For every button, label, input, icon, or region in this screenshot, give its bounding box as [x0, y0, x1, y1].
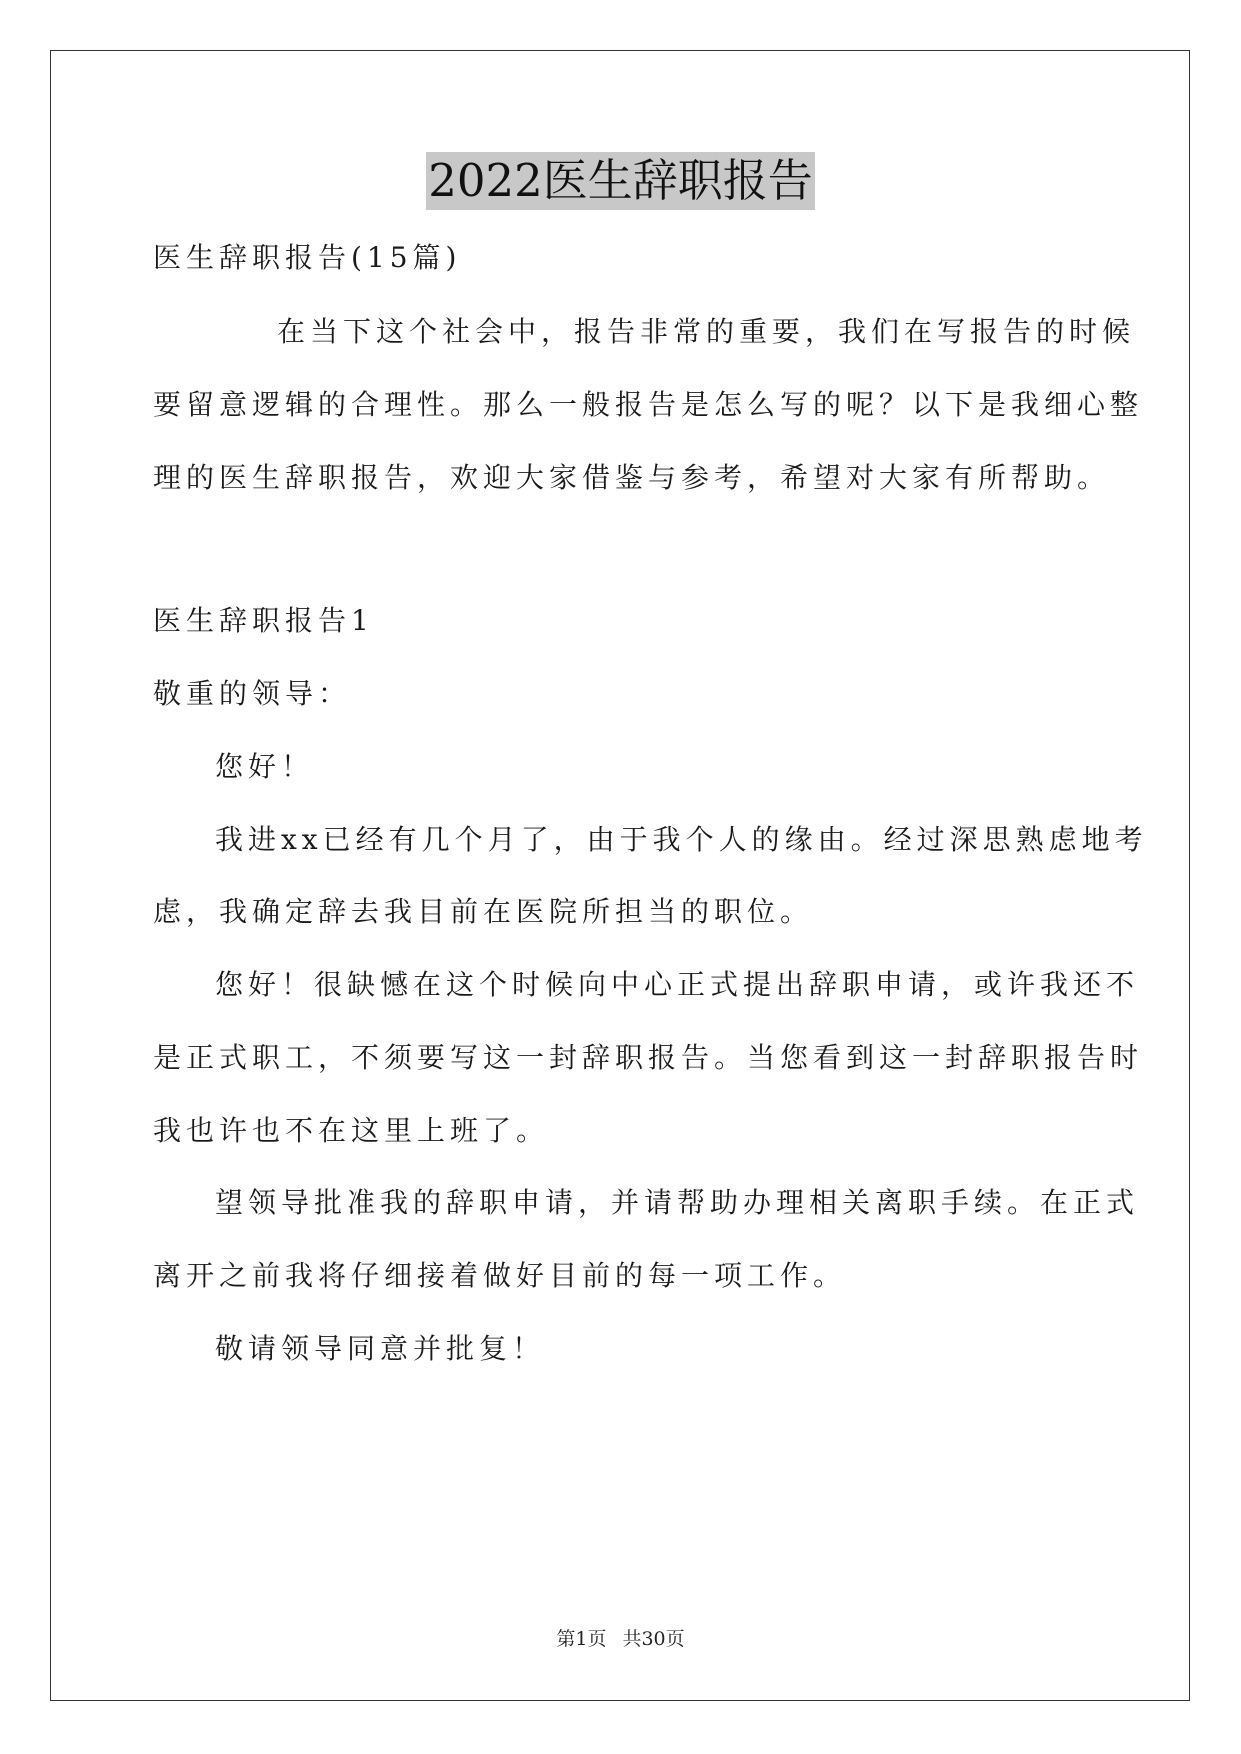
greeting: 您好！	[215, 750, 315, 783]
paragraph-line: 在当下这个社会中，报告非常的重要，我们在写报告的时候	[277, 315, 1136, 348]
paragraph-line: 理的医生辞职报告，欢迎大家借鉴与参考，希望对大家有所帮助。	[153, 461, 1111, 494]
paragraph-line: 离开之前我将仔细接着做好目前的每一项工作。	[153, 1259, 847, 1292]
section-heading: 医生辞职报告1	[153, 604, 374, 637]
closing-line: 敬请领导同意并批复！	[215, 1332, 546, 1365]
page-footer	[0, 1624, 1241, 1651]
paragraph-line: 您好！很缺憾在这个时候向中心正式提出辞职申请，或许我还不	[215, 968, 1140, 1001]
paragraph-line: 虑，我确定辞去我目前在医院所担当的职位。	[153, 895, 814, 928]
paragraph-line: 要留意逻辑的合理性。那么一般报告是怎么写的呢？以下是我细心整	[153, 388, 1144, 421]
paragraph-line: 望领导批准我的辞职申请，并请帮助办理相关离职手续。在正式	[215, 1186, 1140, 1219]
page-border	[50, 50, 1190, 1701]
paragraph-line: 我进xx已经有几个月了，由于我个人的缘由。经过深思熟虑地考	[215, 823, 1148, 856]
page-total: 共30页	[622, 1628, 685, 1650]
paragraph-line: 是正式职工，不须要写这一封辞职报告。当您看到这一封辞职报告时	[153, 1041, 1144, 1074]
subtitle: 医生辞职报告(15篇)	[153, 241, 462, 274]
paragraph-line: 我也许也不在这里上班了。	[153, 1114, 550, 1147]
salutation: 敬重的领导：	[153, 677, 352, 710]
page-number: 第1页	[556, 1628, 607, 1650]
document-title: 2022医生辞职报告	[426, 152, 815, 210]
